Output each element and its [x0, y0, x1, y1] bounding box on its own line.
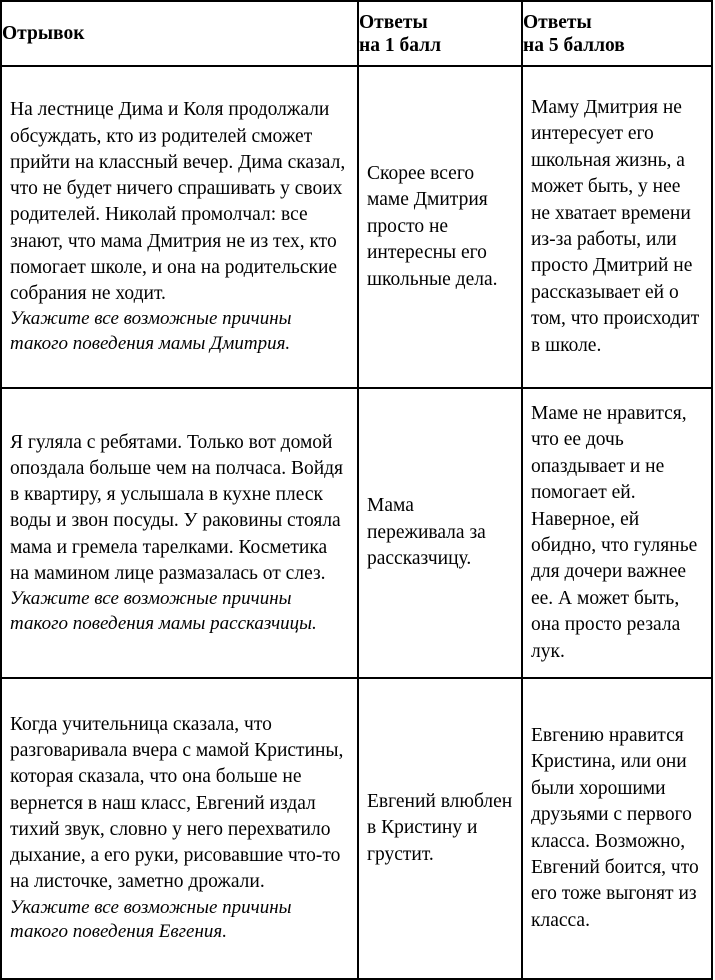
answer-1-cell	[358, 66, 522, 388]
answer-5-cell	[522, 388, 712, 678]
answer-5-text: Маму Дмитрия не интересует его школьная жизнь, а может быть, у нее не хватает времени из-за работы, или просто Дмитрий не рассказывает ей о том, что происходит в школе.	[531, 96, 700, 356]
column-header-answer-1-line2: на 1 балл	[359, 34, 442, 56]
passage-text-block	[2, 426, 357, 641]
answer-1-cell	[358, 678, 522, 979]
column-header-answer-5-line1: Ответы	[523, 11, 592, 33]
answer-5-text: Маме не нравится, что ее дочь опаздывает и не помогает ей. Наверное, ей обидно, что гулянье для дочери важнее ее. А может быть, она просто резала лук.	[531, 402, 698, 662]
passage-cell	[1, 66, 358, 388]
table-header	[1, 1, 712, 66]
table-body	[1, 66, 712, 979]
passage-text-block	[2, 93, 357, 360]
table-row	[1, 388, 712, 678]
answer-1-text: Мама переживала за рассказчицу.	[367, 495, 486, 570]
passage-text-block	[2, 708, 357, 949]
passage-instruction: Укажите все возможные причины такого поведения Евгения.	[10, 896, 292, 943]
answer-1-text: Скорее всего маме Дмитрия просто не интересны его школьные дела.	[367, 162, 498, 290]
passage-body: На лестнице Дима и Коля продолжали обсуждать, кто из родителей сможет прийти на классный вечер. Дима сказал, что не будет ничего спрашивать у своих родителей. Николай промолчал: все знают, что мама Дмитрия не из тех, кто помогает школе, и она на родительские собрания не ходит.	[10, 99, 346, 304]
column-header-answer-1-line1: Ответы	[359, 11, 428, 33]
answer-5-cell	[522, 66, 712, 388]
column-header-passage	[1, 1, 358, 66]
answer-5-cell	[522, 678, 712, 979]
passage-body: Когда учительница сказала, что разговаривала вчера с мамой Кристины, которая сказала, что она больше не вернется в наш класс, Евгений издал тихий звук, словно у него перехватило дыхание, а его руки, рисовавшие что-то на листочке, заметно дрожали.	[10, 714, 344, 893]
passage-instruction: Укажите все возможные причины такого поведения мамы Дмитрия.	[10, 308, 292, 354]
column-header-answer-5	[522, 1, 712, 66]
column-header-answer-5-line2: на 5 баллов	[523, 34, 625, 56]
passage-cell	[1, 678, 358, 979]
answer-5-text: Евгению нравится Кристина, или они были хорошими друзьями с первого класса. Возможно, Евгений боится, что его тоже выгонят из класса.	[531, 724, 699, 931]
table-header-row	[1, 1, 712, 66]
column-header-passage-label: Отрывок	[2, 23, 85, 44]
answer-1-text: Евгений влюблен в Кристину и грустит.	[367, 790, 513, 865]
passage-instruction: Укажите все возможные причины такого поведения мамы рассказчицы.	[10, 587, 317, 634]
passage-cell	[1, 388, 358, 678]
passage-body: Я гуляла с ребятами. Только вот домой опоздала больше чем на полчаса. Войдя в квартиру, я услышала в кухне плеск воды и звон посуды. У раковины стояла мама и гремела тарелками. Косметика на мамином лице размазалась от слез.	[10, 431, 344, 584]
table-row	[1, 678, 712, 979]
column-header-answer-1	[358, 1, 522, 66]
answer-1-cell	[358, 388, 522, 678]
table-row	[1, 66, 712, 388]
